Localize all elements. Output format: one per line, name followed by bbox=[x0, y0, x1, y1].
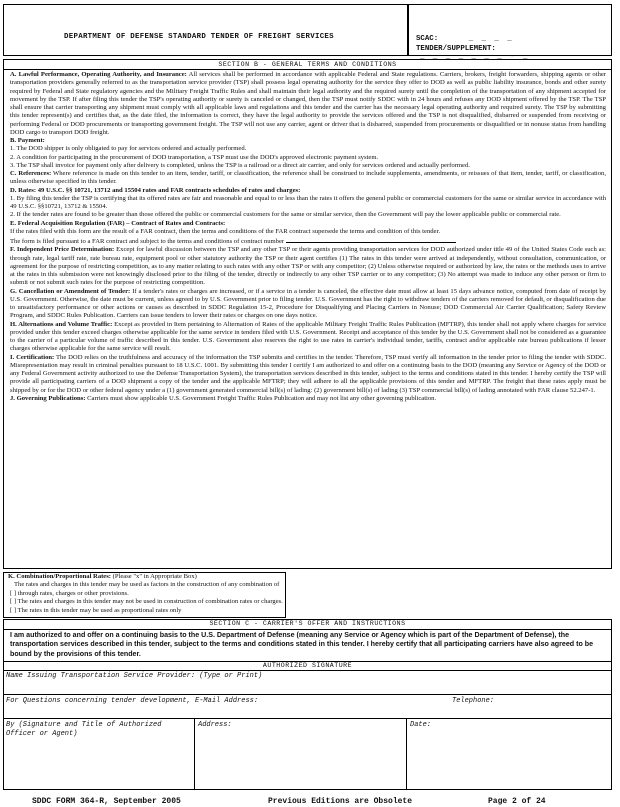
clause-h bbox=[10, 321, 606, 354]
clause-c-title: C. References: bbox=[10, 170, 52, 177]
clause-h-title: H. Alternations and Volume Traffic: bbox=[10, 320, 113, 328]
form-title: DEPARTMENT OF DEFENSE STANDARD TENDER OF FREIGHT SERVICES bbox=[64, 33, 334, 41]
proportional-only-checkbox[interactable]: [ ] The rates in this tender may be used as proportional rates only bbox=[10, 606, 182, 614]
clause-g-title: G. Cancellation or Amendment of Tender: bbox=[10, 287, 131, 295]
obsolete-notice: Previous Editions are Obsolete bbox=[268, 797, 413, 806]
section-c-heading: SECTION C - CARRIER'S OFFER AND INSTRUCTIONS bbox=[209, 620, 406, 627]
clause-b bbox=[10, 137, 606, 145]
clause-d-1: 1. By filing this tender the TSP is certifying that its offered rates are fair and reasonable and equal to or less than the rates it offers the general public or commercial customers for the same or similar service in accordance with 49 U.S.C. §§10721, 13712 & 15504. bbox=[10, 194, 606, 210]
clause-e-title: E. Federal Acquisition Regulation (FAR) – Contract of Rates and Contracts: bbox=[10, 219, 226, 227]
scac-field[interactable] bbox=[416, 35, 514, 43]
clause-i bbox=[10, 354, 606, 395]
clause-e-2 bbox=[10, 236, 606, 246]
rule-below-email bbox=[4, 718, 611, 719]
provider-name-field[interactable]: Name Issuing Transportation Service Provider: (Type or Print) bbox=[6, 672, 263, 680]
scac-blank: _ _ _ _ bbox=[468, 35, 514, 43]
clause-d-title: D. Rates: 49 U.S.C. §§ 10721, 13712 and 15504 rates and FAR contracts schedules of rates and charges: bbox=[10, 186, 301, 194]
clause-f-text: Except for lawful discussion between the TSP and any other TSP or their agents providing transportation services for DOD authorized under title 49 of the United States Code such as: through rate, legal tariff rate, rate bureau rate, equipment pool or other statutory authority the TSP or their agent certifies (1) The rates in this tender were arrived at independently, without consultation, communication, or agreement for the purpose of restricting competition, as to any matter relating to such rates with any other TSP or with any competitor; (2) Unless otherwise required or authorized by law, the rates or the methods uses to arrive at the rates in this submission were not knowingly disclosed prior to the filing of the tender, directly or indirectly to any other TSP carrier or to any competitor; (3) No attempt was made to induce any other person or firm to submit or not submit such rates for the purpose of restricting competition. bbox=[10, 246, 606, 287]
clause-d bbox=[10, 187, 606, 195]
clause-j-title: J. Governing Publications: bbox=[10, 394, 86, 402]
combination-rates-intro: The rates and charges in this tender may be used as factors in the construction of any combination of bbox=[14, 581, 280, 589]
form-header bbox=[3, 4, 612, 61]
address-field[interactable]: Address: bbox=[198, 721, 232, 729]
contract-number-input[interactable] bbox=[286, 236, 456, 243]
address-date-divider bbox=[406, 718, 407, 789]
form-number: SDDC FORM 364-R, September 2005 bbox=[32, 797, 181, 806]
signature-field[interactable]: By (Signature and Title of Authorized Officer or Agent) bbox=[6, 721, 162, 738]
rule-below-signature bbox=[4, 670, 611, 671]
section-b bbox=[3, 59, 612, 569]
no-combination-checkbox[interactable]: [ ] The rates and charges in this tender may not be used in construction of combination rates or charges. bbox=[10, 598, 283, 606]
clause-g bbox=[10, 288, 606, 321]
tender-supplement-label: TENDER/SUPPLEMENT: bbox=[416, 45, 496, 53]
scac-label: SCAC: bbox=[416, 35, 439, 43]
page-number: Page 2 of 24 bbox=[488, 797, 546, 806]
clause-j bbox=[10, 395, 606, 403]
signature-address-divider bbox=[194, 718, 195, 789]
header-divider bbox=[407, 5, 409, 55]
date-field[interactable]: Date: bbox=[410, 721, 432, 729]
offer-certification: I am authorized to and offer on a continuing basis to the U.S. Department of Defense (meaning any Service or Agency which is part of the Department of Defense), the transportation services described in this tender, subject to the terms and conditions stated in this tender. I hereby certify that all participating carriers have also agreed to be bound by the provisions of this tender. bbox=[10, 631, 594, 658]
clause-a-title: A. Lawful Performance, Operating Authority, and Insurance: bbox=[10, 71, 187, 78]
clause-c bbox=[10, 170, 606, 187]
clause-e bbox=[10, 220, 606, 228]
clause-b-1: 1. The DOD shipper is only obligated to pay for services ordered and actually performed. bbox=[10, 145, 247, 153]
clause-g-text: If a tender's rates or charges are increased, or if a service in a tender is canceled, the effective date must allow at least 15 days advance notice, computed from date of receipt by U.S. Government. Otherwise, the date must be current, unless agreed to by U.S. Government prior to filing tender. U.S. Government has the right to withdraw tenders of the carriers removed for default, or disqualification due to unsatisfactory performance or other actions or causes as described in SDDC Regulation 15-2, Procedure for Disqualifying and Placing Carriers in Nonuse; DOD Commercial Air Carrier Qualification; Safety Review Program, and SDDC Rules Publication. Carriers can issue tenders to lower their rates or charges on one days notice. bbox=[10, 287, 606, 320]
clause-i-title: I. Certification: bbox=[10, 353, 55, 361]
clause-b-2: 2. A condition for participating in the procurement of DOD transportation, a TSP must use the DOD's approved electronic payment system. bbox=[10, 153, 379, 161]
clause-b-3: 3. The TSP shall invoice for payment only after delivery is completed, unless the TSP is a railroad or a direct air carrier, and only for services ordered and actually performed. bbox=[10, 161, 470, 169]
clause-a-text: All services shall be performed in accordance with applicable Federal and State regulations. Carriers, brokers, freight forwarders, shipping agents or other transportation providers generally referred to as the transportation service provider (TSP) shall possess legal operating authority for the service they offer to DOD as well as public liability insurance, bonds and other surety required by Federal and State regulatory agencies and the Military Freight Traffic Rules and shall maintain their legal authority and the required surety until the completion of the transportation of any shipment accepted for movement by the TSP. If after filing this tender the TSP's operating authority or surety is canceled or changed, then the TSP must notify SDDC with in 24 hours and refuses any DOD shipment offered by the TSP. The TSP shall ensure that carrier transporting any shipment must comply with all applicable laws and regulations and this tender and the carrier has the necessary legal operating authority and required surety. The TSP by submitting this tender represent(s) and certifies that, as the date filed, the information is correct, they have the legal authority to provide the services offered and the TSP is not disqualified, disbarred or suspended from receiving or performing Federal or DOD procurements or transporting government freight. The TSP will not use any carrier, agent or driver that is disbarred, suspended from procurements or disqualified or in nonuse status from handling DOD cargo to transport DOD freight. bbox=[10, 71, 607, 136]
section-b-body bbox=[10, 71, 606, 403]
clause-i-text: The DOD relies on the truthfulness and accuracy of the information the TSP submits and certifies in the tender. Therefore, TSP must verify all information in the tender prior to filing the tender with SDDC. Misrepresentation may result in criminal penalties pursuant to 18 U.S.C. 1001. By submitting this tender I certify I am authorized to and offer on a continuing basis to the DOD (meaning any Service or Agency of the DOD or any Federal Government activity authorized to use the Defense Transportation System), the transportation services described in this tender, subject to the terms and conditions stated in this tender. I hereby certify the TSP will provide all participating carriers of a DOD shipment a copy of the tender and the applicable MFTRP; they will adhere to all the applicable provisions of this tender and MFTRP. The freight that these rates apply must be shipped by or for the DOD or other federal agency under a (1) government generated commercial bill(s) of lading: (2) government bill(s) of lading (3) TSP commercial bill(s) of lading annotated with FAR clause 52.247-1. bbox=[10, 353, 606, 394]
clause-e-1: If the rates filed with this form are the result of a FAR contract, then the terms and conditions of the FAR contract supersede the terms and condition of this tender. bbox=[10, 227, 440, 235]
clause-a bbox=[10, 71, 606, 137]
tender-supplement-blank: _ _ _ _ _ _ _ - _ bbox=[420, 53, 530, 61]
combination-rates-note: (Please "x" in Appropriate Box) bbox=[112, 573, 197, 580]
combination-rates-title: K. Combination/Proportional Rates: bbox=[8, 573, 111, 580]
section-c bbox=[3, 619, 612, 790]
clause-h-text: Except as provided in Item pertaining to Alternation of Rates of the applicable Military Freight Traffic Rules Publication (MFTRP), this tender shall not apply where charges for service provided under this tender exceed charges otherwise applicable for the same service in tenders filed with U.S. Government. Receipt and acceptance of this tender by the U.S. Government shall not be considered as a guarantee to the carrier of a particular volume of traffic described in this tender. U.S. Government also reserves the right to use rates in carrier's individual tender, tariffs, contract and/or applicable rate bureau publications if lesser charges otherwise applicable for the same service will result. bbox=[10, 320, 607, 353]
authorized-signature-heading: AUTHORIZED SIGNATURE bbox=[262, 662, 353, 669]
section-c-rule bbox=[4, 629, 611, 630]
through-rates-checkbox[interactable]: [ ] through rates, charges or other provisions. bbox=[10, 589, 129, 597]
section-b-rule bbox=[4, 69, 611, 70]
clause-j-text: Carriers must show applicable U.S. Government Freight Traffic Rules Publication and may not list any other governing publication. bbox=[87, 394, 437, 402]
clause-e-2-text: The form is filed pursuant to a FAR contract and subject to the terms and conditions of contract number bbox=[10, 238, 285, 245]
clause-d-2: 2. If the tender rates are found to be greater than those offered the public or commercial customers for the same or similar service, then the Government will pay the lower applicable public or commercial rate. bbox=[10, 211, 561, 219]
telephone-field[interactable]: Telephone: bbox=[452, 697, 495, 705]
clause-f bbox=[10, 246, 606, 287]
combination-rates-box bbox=[3, 572, 286, 618]
clause-c-text: Where reference is made on this tender to an item, tender, tariff, or classification, the reference shall be construed to include supplements, amendments, or reissues of that item, tender, tariff, or classification, unless otherwise specified in this tender. bbox=[10, 170, 606, 186]
email-field[interactable]: For Questions concerning tender development, E-Mail Address: bbox=[6, 697, 259, 705]
clause-b-title: B. Payment: bbox=[10, 137, 45, 144]
rule-below-provider bbox=[4, 694, 611, 695]
combination-rates-heading bbox=[4, 573, 285, 581]
section-b-heading: SECTION B - GENERAL TERMS AND CONDITIONS bbox=[218, 61, 397, 68]
clause-f-title: F. Independent Price Determination: bbox=[10, 246, 115, 254]
